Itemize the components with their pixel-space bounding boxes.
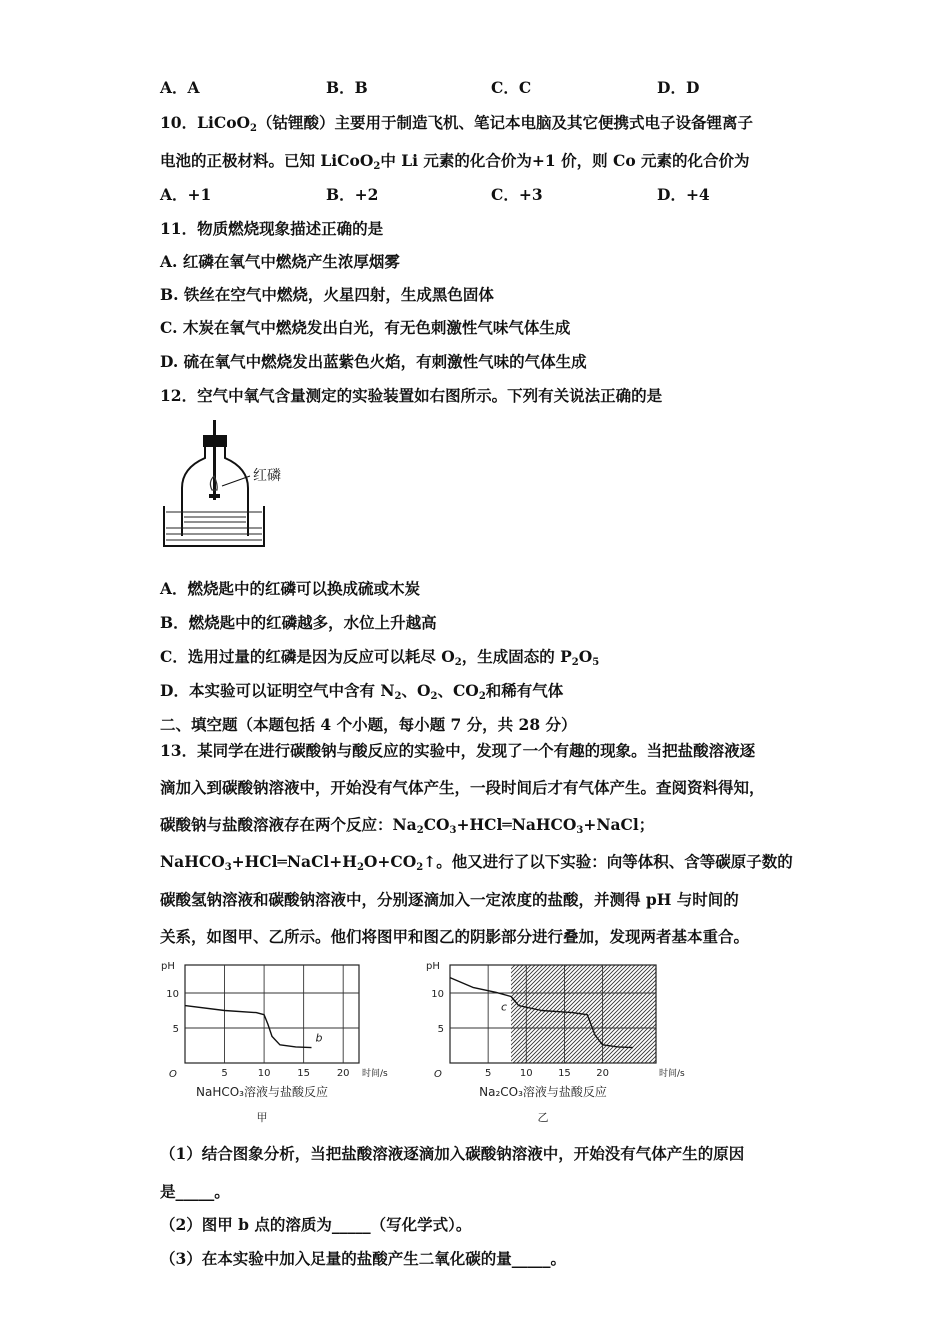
x-tick-label: 20: [596, 1068, 609, 1079]
q13-part2: （2）图甲 b 点的溶质为_____（写化学式）。: [160, 1215, 472, 1234]
x-tick-label: 15: [297, 1068, 311, 1079]
spoon-rod: [213, 420, 216, 500]
y-tick-label: 5: [437, 1024, 444, 1035]
origin-label: O: [434, 1069, 442, 1080]
origin-label: O: [169, 1069, 177, 1080]
x-tick-label: 5: [221, 1068, 228, 1079]
chart-caption: 甲: [256, 1111, 268, 1124]
q12-option-b: B．燃烧匙中的红磷越多，水位上升越高: [160, 613, 437, 632]
q13-line4: $NaHCO_3+HCl═NaCl+H_2O+CO_2↑$。他又进行了以下实验：向等体积、含等碳原子数的: [160, 852, 793, 873]
q13-part1-line2: 是_____。: [160, 1182, 230, 1201]
chart-na2co3: [425, 955, 685, 1130]
plot-frame: [185, 965, 359, 1063]
chart-nahco3: [160, 955, 405, 1130]
x-tick-label: 5: [484, 1068, 492, 1079]
q10-option-a: A．+1: [160, 185, 212, 204]
q13-line2: 滴加入到碳酸钠溶液中，开始没有气体产生，一段时间后才有气体产生。查阅资料得知，: [160, 778, 765, 797]
apparatus-figure: [160, 418, 295, 553]
chart-caption: 乙: [537, 1111, 549, 1124]
q13-line6: 关系，如图甲、乙所示。他们将图甲和图乙的阴影部分进行叠加，发现两者基本重合。: [160, 927, 750, 946]
x-axis-label: 时间/s: [659, 1069, 685, 1079]
q9-option-a: A．A: [160, 78, 200, 97]
y-tick-label: 5: [172, 1024, 179, 1035]
curve-point-label: b: [315, 1031, 323, 1045]
ph-curve: [185, 1006, 312, 1048]
q11-option-a: A. 红磷在氧气中燃烧产生浓厚烟雾: [160, 252, 400, 271]
x-tick-label: 10: [519, 1068, 533, 1079]
x-tick-label: 15: [558, 1068, 571, 1079]
curve-point-label: c: [501, 1000, 508, 1014]
q12-option-d: D．本实验可以证明空气中含有 $N_2$、$O_2$、$CO_2$和稀有气体: [160, 681, 564, 702]
red-phosphorus-label: 红磷: [253, 468, 281, 484]
q13-part3: （3）在本实验中加入足量的盐酸产生二氧化碳的量_____。: [160, 1249, 567, 1268]
q10-option-b: B．+2: [326, 185, 379, 204]
q13-line1: 13．某同学在进行碳酸钠与酸反应的实验中，发现了一个有趣的现象。当把盐酸溶液逐: [160, 741, 756, 760]
chart-title: Na₂CO₃溶液与盐酸反应: [479, 1085, 607, 1099]
y-tick-label: 10: [166, 989, 179, 1000]
q9-option-b: B．B: [326, 78, 368, 97]
y-axis-label: pH: [161, 961, 175, 972]
section-heading: 二、填空题（本题包括 4 个小题，每小题 7 分，共 28 分）: [160, 715, 577, 734]
x-tick-label: 20: [336, 1068, 350, 1079]
q12-option-a: A．燃烧匙中的红磷可以换成硫或木炭: [160, 579, 421, 598]
q13-part1-line1: （1）结合图象分析，当把盐酸溶液逐滴加入碳酸钠溶液中，开始没有气体产生的原因: [160, 1144, 745, 1163]
q10-stem-line2: 电池的正极材料。已知 LiCoO$_2$中 Li 元素的化合价为+1 价，则 Co 元素的化合价为: [160, 151, 750, 172]
q11-option-c: C. 木炭在氧气中燃烧发出白光，有无色刺激性气味气体生成: [160, 318, 571, 337]
chart-title: NaHCO₃溶液与盐酸反应: [196, 1085, 328, 1099]
q10-option-d: D．+4: [657, 185, 710, 204]
q11-option-b: B. 铁丝在空气中燃烧，火星四射，生成黑色固体: [160, 285, 494, 304]
q10-option-c: C．+3: [491, 185, 543, 204]
q13-line3: 碳酸钠与盐酸溶液存在两个反应：$Na_2CO_3+HCl═NaHCO_3+NaCl$；: [160, 815, 655, 836]
q10-stem-line1: 10．LiCoO$_2$（钴锂酸）主要用于制造飞机、笔记本电脑及其它便携式电子设备锂离子: [160, 113, 754, 134]
q13-line5: 碳酸氢钠溶液和碳酸钠溶液中，分别逐滴加入一定浓度的盐酸，并测得 pH 与时间的: [160, 890, 739, 909]
q12-option-c: C．选用过量的红磷是因为反应可以耗尽 $O_2$，生成固态的 $P_2O_5$: [160, 647, 600, 668]
y-axis-label: pH: [426, 961, 440, 972]
x-axis-label: 时间/s: [362, 1069, 388, 1079]
q11-option-d: D. 硫在氧气中燃烧发出蓝紫色火焰，有刺激性气味的气体生成: [160, 352, 587, 371]
y-tick-label: 10: [431, 989, 444, 1000]
q11-stem: 11．物质燃烧现象描述正确的是: [160, 219, 384, 238]
q9-option-c: C．C: [491, 78, 532, 97]
q9-option-d: D．D: [657, 78, 700, 97]
q12-stem: 12．空气中氧气含量测定的实验装置如右图所示。下列有关说法正确的是: [160, 386, 663, 405]
x-tick-label: 10: [257, 1068, 271, 1079]
